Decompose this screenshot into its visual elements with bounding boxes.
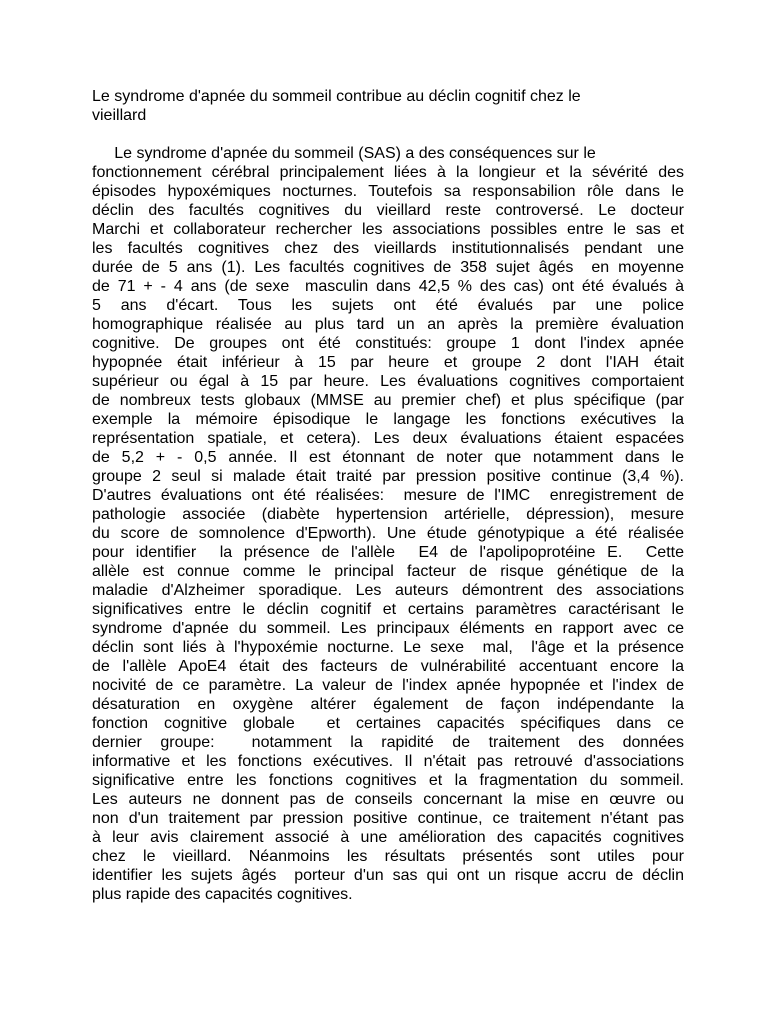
body-line: déclin des facultés cognitives du vieillard reste controversé. Le docteur xyxy=(92,202,684,219)
body-line: pathologie associée (diabète hypertension artérielle, dépression), mesure xyxy=(92,506,684,523)
body-line: les facultés cognitives chez des vieillards institutionnalisés pendant une xyxy=(92,240,684,257)
body-line: du score de somnolence d'Epworth). Une étude génotypique a été réalisée xyxy=(92,525,684,542)
body-line: 5 ans d'écart. Tous les sujets ont été évalués par une police xyxy=(92,297,684,314)
body-line: pour identifier la présence de l'allèle E4 de l'apolipoprotéine E. Cette xyxy=(92,544,684,561)
body-line: épisodes hypoxémiques nocturnes. Toutefois sa responsabilion rôle dans le xyxy=(92,183,684,200)
body-line: fonctionnement cérébral principalement liées à la longieur et la sévérité des xyxy=(92,164,684,181)
body-line: maladie d'Alzheimer sporadique. Les auteurs démontrent des associations xyxy=(92,582,684,599)
document-title xyxy=(92,87,684,125)
body-line: informative et les fonctions exécutives. Il n'était pas retrouvé d'associations xyxy=(92,753,684,770)
body-line: homographique réalisée au plus tard un an après la première évaluation xyxy=(92,316,684,333)
document-page xyxy=(92,87,684,904)
body-line: représentation spatiale, et cetera). Les deux évaluations étaient espacées xyxy=(92,430,684,447)
body-line: exemple la mémoire épisodique le langage les fonctions exécutives la xyxy=(92,411,684,428)
body-line: de 5,2 + - 0,5 année. Il est étonnant de noter que notamment dans le xyxy=(92,449,684,466)
body-line: allèle est connue comme le principal facteur de risque génétique de la xyxy=(92,563,684,580)
body-line: Les auteurs ne donnent pas de conseils concernant la mise en œuvre ou xyxy=(92,791,684,808)
body-line: de 71 + - 4 ans (de sexe masculin dans 42,5 % des cas) ont été évalués à xyxy=(92,278,684,295)
body-line: cognitive. De groupes ont été constitués: groupe 1 dont l'index apnée xyxy=(92,335,684,352)
title-line: Le syndrome d'apnée du sommeil contribue au déclin cognitif chez le xyxy=(92,88,581,105)
body-line: significative entre les fonctions cognitives et la fragmentation du sommeil. xyxy=(92,772,684,789)
body-line: non d'un traitement par pression positive continue, ce traitement n'étant pas xyxy=(92,810,684,827)
body-line: significatives entre le déclin cognitif et certains paramètres caractérisant le xyxy=(92,601,684,618)
body-line: déclin sont liés à l'hypoxémie nocturne. Le sexe mal, l'âge et la présence xyxy=(92,639,684,656)
body-line: de l'allèle ApoE4 était des facteurs de vulnérabilité accentuant encore la xyxy=(92,658,684,675)
title-line: vieillard xyxy=(92,107,147,124)
body-line: hypopnée était inférieur à 15 par heure et groupe 2 dont l'IAH était xyxy=(92,354,684,371)
body-line: durée de 5 ans (1). Les facultés cognitives de 358 sujet âgés en moyenne xyxy=(92,259,684,276)
body-line: fonction cognitive globale et certaines capacités spécifiques dans ce xyxy=(92,715,684,732)
body-line: Marchi et collaborateur rechercher les associations possibles entre le sas et xyxy=(92,221,684,238)
body-line: D'autres évaluations ont été réalisées: mesure de l'IMC enregistrement de xyxy=(92,487,684,504)
body-line: identifier les sujets âgés porteur d'un sas qui ont un risque accru de déclin xyxy=(92,867,684,884)
body-line: syndrome d'apnée du sommeil. Les principaux éléments en rapport avec ce xyxy=(92,620,684,637)
body-line: de nombreux tests globaux (MMSE au premier chef) et plus spécifique (par xyxy=(92,392,684,409)
body-line: groupe 2 seul si malade était traité par pression positive continue (3,4 %). xyxy=(92,468,684,485)
body-line: désaturation en oxygène altérer également de façon indépendante la xyxy=(92,696,684,713)
body-line: Le syndrome d'apnée du sommeil (SAS) a des conséquences sur le xyxy=(92,145,596,162)
body-line: chez le vieillard. Néanmoins les résultats présentés sont utiles pour xyxy=(92,848,684,865)
body-line: nocivité de ce paramètre. La valeur de l'index apnée hypopnée et l'index de xyxy=(92,677,684,694)
body-line: à leur avis clairement associé à une amélioration des capacités cognitives xyxy=(92,829,684,846)
document-body-paragraph xyxy=(92,144,684,904)
body-line: dernier groupe: notamment la rapidité de traitement des données xyxy=(92,734,684,751)
body-line: plus rapide des capacités cognitives. xyxy=(92,886,353,903)
body-line: supérieur ou égal à 15 par heure. Les évaluations cognitives comportaient xyxy=(92,373,684,390)
